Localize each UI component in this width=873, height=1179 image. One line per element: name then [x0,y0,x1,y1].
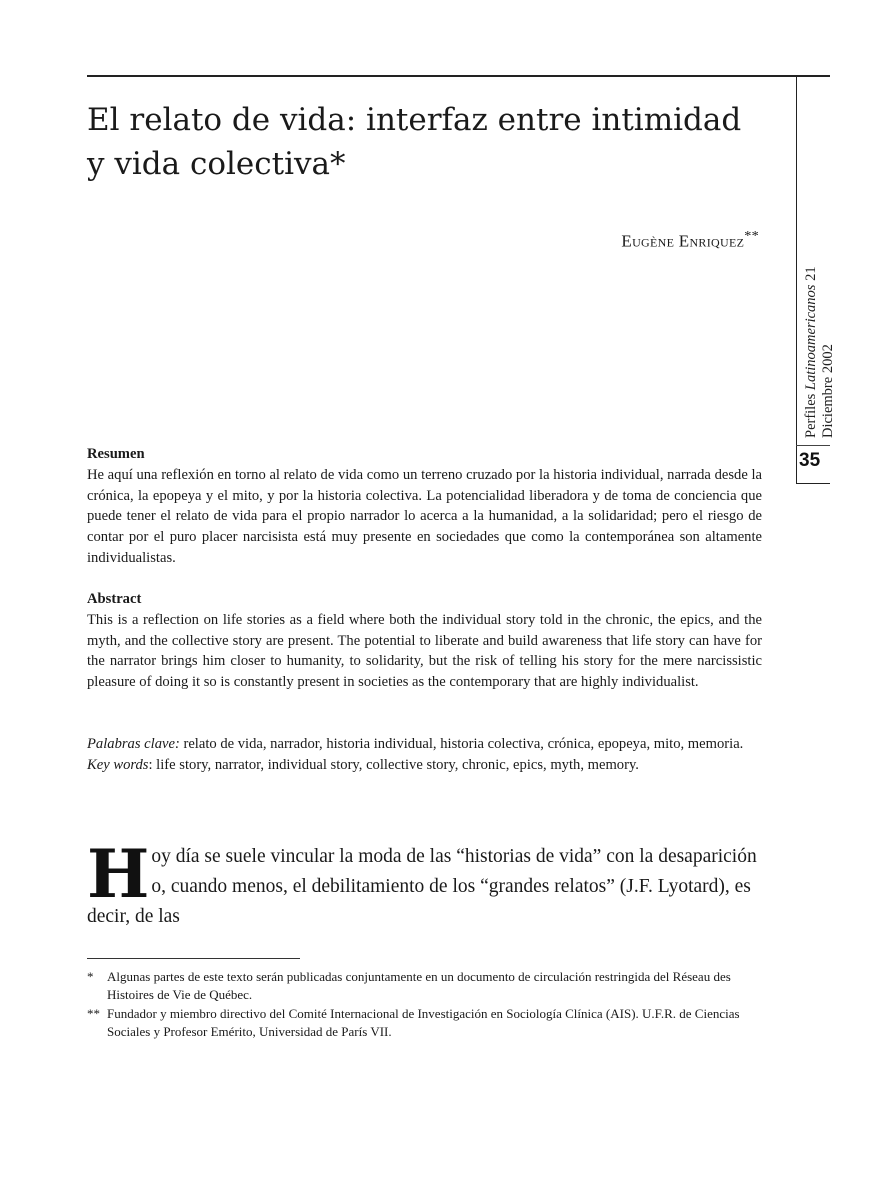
abstract-section [87,589,762,693]
keywords-section [87,734,762,776]
author [621,228,759,252]
keywords-es-text: relato de vida, narrador, historia individual, historia colectiva, crónica, epopeya, mito, memoria. [179,736,744,752]
author-footnote-mark: ** [744,228,759,244]
resumen-heading: Resumen [87,446,145,462]
body-paragraph [87,835,767,932]
keywords-en-text: : life story, narrator, individual story, collective story, chronic, epics, myth, memory. [148,756,639,773]
page-number-box-top [796,445,830,446]
page-number: 35 [799,450,821,471]
drop-cap: H [87,835,150,913]
keywords-es [87,734,762,755]
page-number-box-bottom [796,483,830,484]
journal-info [803,266,837,438]
footnote-text: Fundador y miembro directivo del Comité Internacional de Investigación en Sociología Clínica (AIS). U.F.R. de Ciencias Sociales y Profesor Emérito, Universidad de París VII. [107,1006,740,1039]
abstract-heading: Abstract [87,591,142,607]
footnote-mark: ** [87,1006,100,1021]
keywords-es-label: Palabras clave: [87,736,180,752]
journal-date: Diciembre 2002 [820,344,836,438]
abstract-text: This is a reflection on life stories as a field where both the individual story told in the chronic, the epics, and the myth, and the collective story are present. The potential to liberate and build awareness that life story can have for the narrator brings him closer to humanity, to solidarity, but the risk of telling his story for the mere narcissistic pleasure of doing it so is constantly present in societies as the contemporary that are highly individualist. [87,611,762,691]
body-text: oy día se suele vincular la moda de las “historias de vida” con la desaparición o, cuando menos, el debilitamiento de los “grandes relatos” (J.F. Lyotard), es decir, de las [87,846,757,927]
footnote [87,968,767,1004]
article-title [87,98,777,186]
keywords-en-label: Key words [87,756,149,773]
sidebar-rule [796,76,797,484]
author-name: Eugène Enriquez [621,231,745,251]
footnote-text: Algunas partes de este texto serán publicadas conjuntamente en un documento de circulación restringida del Réseau des Histoires de Vie de Québec. [107,969,731,1002]
resumen-text: He aquí una reflexión en torno al relato de vida como un terreno cruzado por la historia individual, narrada desde la crónica, la epopeya y el mito, y por la historia colectiva. La potencialidad liberadora y de toma de conciencia que puede tener el relato de vida para el propio narrador lo acerca a la humanidad, a la solidaridad; pero el riesgo de contar por el puro placer narcisista está muy presente en sociedades que como la contemporánea son altamente individualistas. [87,466,762,566]
journal-name: Perfiles Latinoamericanos 21 [803,266,819,438]
footnote-mark: * [87,969,94,984]
footnotes [87,968,767,1042]
resumen-section [87,444,762,569]
keywords-en [87,755,762,776]
footnote-rule [87,958,300,959]
header-rule [87,75,830,77]
title-line-2: y vida colectiva* [87,146,346,182]
title-line-1: El relato de vida: interfaz entre intimidad [87,102,742,138]
footnote [87,1005,767,1041]
